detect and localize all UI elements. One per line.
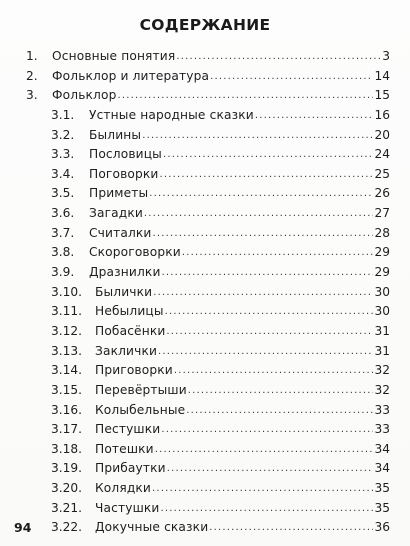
toc-entry-title: Пестушки (95, 422, 161, 437)
toc-entry-number: 3.15. (51, 382, 83, 397)
toc-entry-title: Былички (95, 284, 153, 299)
toc-entry-page: 35 (374, 481, 390, 496)
dot-leader (152, 224, 373, 244)
toc-entry-title: Частушки (95, 500, 160, 515)
dot-leader (149, 184, 373, 204)
toc-entry (0, 67, 390, 87)
dot-leader (186, 401, 373, 421)
toc-entry (0, 165, 390, 185)
toc-entry (0, 263, 390, 283)
toc-entry (0, 361, 390, 381)
toc-entry (0, 145, 390, 165)
dot-leader (167, 459, 374, 479)
dot-leader (210, 67, 373, 87)
toc-entry-title: Считалки (89, 225, 152, 240)
toc-entry-page: 25 (374, 166, 390, 181)
toc-entry-title: Побасёнки (95, 323, 166, 338)
dot-leader (142, 126, 373, 146)
toc-entry-title: Пословицы (89, 147, 162, 162)
dot-leader (166, 322, 373, 342)
toc-entry (0, 126, 390, 146)
toc-entry-title: Колядки (95, 481, 151, 496)
toc-entry-page: 35 (374, 500, 390, 515)
toc-entry-number: 1. (26, 49, 38, 63)
toc-entry (0, 224, 390, 244)
toc-entry-page: 31 (374, 343, 390, 358)
dot-leader (117, 86, 373, 106)
toc-entry-title: Приговорки (95, 363, 173, 378)
table-of-contents (0, 47, 410, 538)
toc-entry-number: 3.14. (51, 363, 83, 378)
toc-entry-page: 30 (374, 284, 390, 299)
toc-entry-title: Приметы (89, 186, 149, 201)
toc-entry (0, 459, 390, 479)
toc-entry-number: 3.11. (51, 304, 83, 319)
toc-entry-number: 3.10. (51, 284, 83, 299)
toc-entry (0, 420, 390, 440)
toc-entry-number: 3.19. (51, 461, 83, 476)
toc-entry-page: 28 (374, 225, 390, 240)
toc-entry-page: 20 (374, 127, 390, 142)
dot-leader (174, 361, 374, 381)
toc-entry-title: Былины (89, 127, 142, 142)
toc-entry-title: Устные народные сказки (89, 107, 254, 122)
toc-entry-number: 3.12. (51, 323, 83, 338)
toc-entry-number: 3.3. (51, 147, 75, 162)
toc-entry-title: Потешки (95, 441, 154, 456)
dot-leader (162, 263, 374, 283)
toc-entry (0, 381, 390, 401)
toc-entry-title: Загадки (89, 206, 143, 221)
toc-entry-number: 3.21. (51, 500, 83, 515)
dot-leader (165, 302, 374, 322)
page-number: 94 (14, 520, 32, 535)
dot-leader (152, 479, 373, 499)
toc-entry-page: 36 (374, 520, 390, 535)
toc-entry-page: 32 (374, 363, 390, 378)
toc-entry-number: 3.7. (51, 225, 75, 240)
toc-entry (0, 184, 390, 204)
toc-entry (0, 342, 390, 362)
toc-entry (0, 47, 390, 67)
dot-leader (160, 499, 373, 519)
dot-leader (163, 145, 374, 165)
toc-entry-page: 31 (374, 323, 390, 338)
toc-entry-page: 33 (374, 402, 390, 417)
toc-entry-number: 3.13. (51, 343, 83, 358)
toc-entry-number: 3.20. (51, 481, 83, 496)
toc-entry-page: 26 (374, 186, 390, 201)
toc-entry (0, 106, 390, 126)
toc-entry-page: 30 (374, 304, 390, 319)
toc-entry-page: 15 (374, 88, 390, 103)
dot-leader (176, 47, 381, 67)
toc-entry-title: Скороговорки (89, 245, 181, 260)
dot-leader (158, 342, 373, 362)
toc-entry-title: Прибаутки (95, 461, 166, 476)
toc-entry (0, 499, 390, 519)
toc-entry-title: Докучные сказки (95, 520, 209, 535)
toc-entry (0, 518, 390, 538)
toc-entry (0, 243, 390, 263)
toc-entry-title: Фольклор (52, 88, 117, 103)
toc-entry-number: 3.2. (51, 127, 75, 142)
dot-leader (182, 243, 374, 263)
page-title: СОДЕРЖАНИЕ (139, 16, 271, 34)
dot-leader (188, 381, 374, 401)
toc-entry-page: 3 (382, 49, 390, 63)
toc-entry-page: 34 (374, 461, 390, 476)
dot-leader (255, 106, 374, 126)
dot-leader (144, 204, 374, 224)
toc-entry-number: 3.9. (51, 265, 75, 280)
dot-leader (153, 283, 373, 303)
toc-entry-page: 32 (374, 382, 390, 397)
toc-entry-number: 3.22. (51, 520, 83, 535)
toc-entry-number: 3.17. (51, 422, 83, 437)
toc-entry-number: 2. (26, 68, 38, 83)
toc-entry-number: 3. (26, 88, 38, 103)
dot-leader (161, 420, 373, 440)
dot-leader (209, 518, 373, 538)
dot-leader (160, 165, 374, 185)
toc-entry (0, 322, 390, 342)
toc-entry-number: 3.8. (51, 245, 75, 260)
toc-entry-title: Поговорки (89, 166, 159, 181)
toc-entry-title: Заклички (95, 343, 158, 358)
toc-entry-number: 3.18. (51, 441, 83, 456)
toc-entry-page: 27 (374, 206, 390, 221)
toc-entry-number: 3.16. (51, 402, 83, 417)
toc-entry (0, 401, 390, 421)
toc-entry (0, 302, 390, 322)
toc-entry-title: Колыбельные (95, 402, 186, 417)
toc-entry-page: 29 (374, 265, 390, 280)
toc-entry-number: 3.4. (51, 166, 75, 181)
toc-entry-title: Перевёртыши (95, 382, 187, 397)
toc-entry-page: 33 (374, 422, 390, 437)
toc-entry-number: 3.5. (51, 186, 75, 201)
toc-entry (0, 204, 390, 224)
toc-entry (0, 479, 390, 499)
toc-entry-number: 3.6. (51, 206, 75, 221)
toc-entry-title: Основные понятия (52, 49, 176, 63)
toc-entry-page: 24 (374, 147, 390, 162)
toc-entry-title: Небылицы (95, 304, 164, 319)
toc-entry-page: 16 (374, 107, 390, 122)
toc-entry (0, 440, 390, 460)
toc-entry-title: Фольклор и литература (52, 68, 210, 83)
toc-entry-page: 34 (374, 441, 390, 456)
toc-entry (0, 283, 390, 303)
toc-entry (0, 86, 390, 106)
dot-leader (155, 440, 374, 460)
toc-entry-page: 14 (374, 68, 390, 83)
toc-entry-page: 29 (374, 245, 390, 260)
toc-entry-number: 3.1. (51, 107, 75, 122)
toc-entry-title: Дразнилки (89, 265, 161, 280)
